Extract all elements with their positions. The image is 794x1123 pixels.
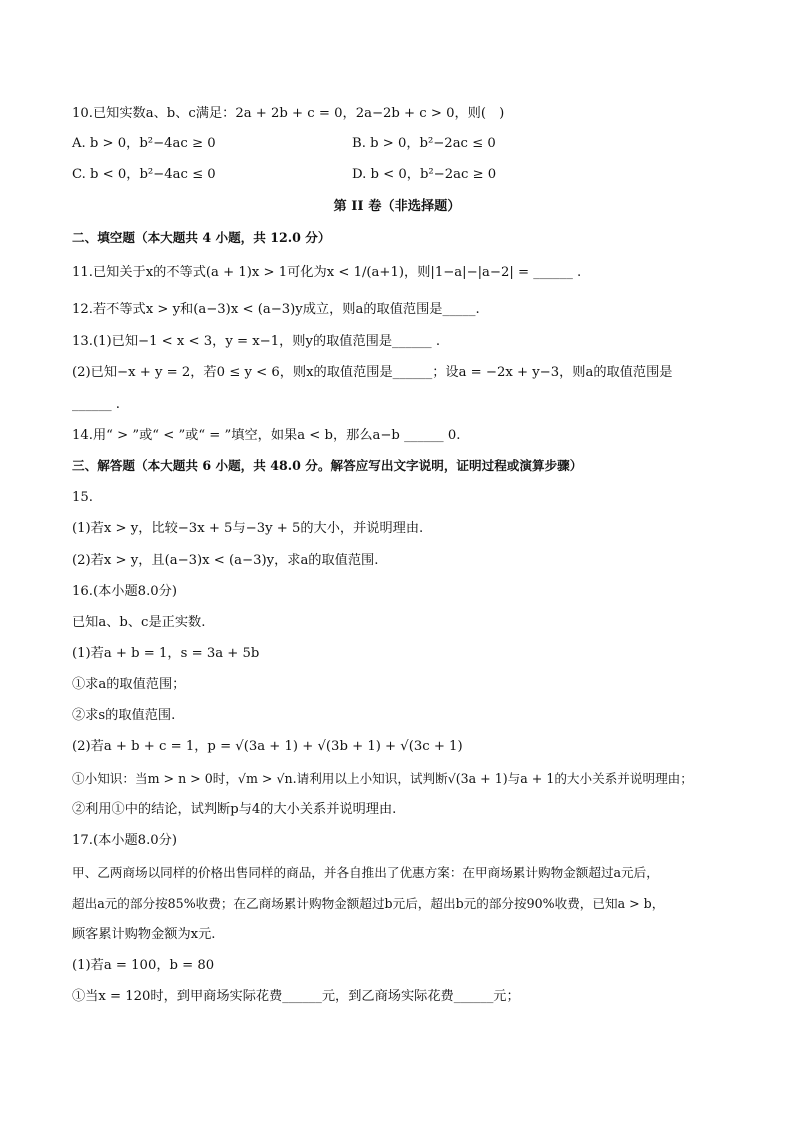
q13-part3: ______ . — [72, 397, 120, 412]
q16-part1a: ①求a的取值范围； — [72, 677, 186, 692]
q10-option-c: C. b < 0，b²−4ac ≤ 0 — [72, 167, 216, 182]
q15-part1: (1)若x > y，比较−3x + 5与−3y + 5的大小，并说明理由. — [72, 521, 424, 536]
q10-option-d: D. b < 0，b²−2ac ≥ 0 — [352, 167, 497, 182]
q17-para3: 顾客累计购物金额为x元. — [72, 927, 216, 942]
q13-part1: 13.(1)已知−1 < x < 3，y = x−1，则y的取值范围是______ . — [72, 334, 441, 349]
q16-part2b: ②利用①中的结论，试判断p与4的大小关系并说明理由. — [72, 802, 397, 817]
q16-intro: 已知a、b、c是正实数. — [72, 615, 206, 630]
q17-part1: (1)若a = 100，b = 80 — [72, 958, 215, 973]
q17: 17.(本小题8.0分) — [72, 833, 177, 848]
q11: 11.已知关于x的不等式(a + 1)x > 1可化为x < 1/(a+1)，则|1−a|−|a−2| = ______ . — [72, 265, 582, 280]
q17-part1a: ①当x = 120时，到甲商场实际花费______元，到乙商场实际花费______元； — [72, 989, 520, 1004]
q10-option-a: A. b > 0，b²−4ac ≥ 0 — [72, 136, 216, 151]
q16: 16.(本小题8.0分) — [72, 584, 177, 599]
q14: 14.用“ > ”或“ < ”或“ = ”填空，如果a < b，那么a−b ______ 0. — [72, 428, 461, 443]
q10-stem: 10.已知实数a、b、c满足：2a + 2b + c = 0，2a−2b + c > 0，则( ) — [72, 106, 505, 121]
q13-part2: (2)已知−x + y = 2，若0 ≤ y < 6，则x的取值范围是______；设a = −2x + y−3，则a的取值范围是 — [72, 365, 673, 380]
section-2-title: 第 II 卷（非选择题） — [333, 199, 461, 214]
q10-option-b: B. b > 0，b²−2ac ≤ 0 — [352, 136, 496, 151]
q15-part2: (2)若x > y，且(a−3)x < (a−3)y，求a的取值范围. — [72, 553, 379, 568]
q17-para2: 超出a元的部分按85%收费；在乙商场累计购物金额超过b元后，超出b元的部分按90%收费，已知a > b， — [72, 896, 665, 911]
section-2-header: 二、填空题（本大题共 4 小题，共 12.0 分） — [72, 230, 331, 245]
q16-part1: (1)若a + b = 1，s = 3a + 5b — [72, 646, 260, 661]
q16-part1b: ②求s的取值范围. — [72, 708, 176, 723]
q16-part2a: ①小知识：当m > n > 0时，√m > √n.请利用以上小知识，试判断√(3a + 1)与a + 1的大小关系并说明理由； — [72, 771, 693, 786]
q16-part2: (2)若a + b + c = 1，p = √(3a + 1) + √(3b + 1) + √(3c + 1) — [72, 739, 463, 754]
section-3-header: 三、解答题（本大题共 6 小题，共 48.0 分。解答应写出文字说明，证明过程或演算步骤） — [72, 458, 583, 473]
q12: 12.若不等式x > y和(a−3)x < (a−3)y成立，则a的取值范围是_____. — [72, 302, 480, 317]
q17-para1: 甲、乙两商场以同样的价格出售同样的商品，并各自推出了优惠方案：在甲商场累计购物金额超过a元后， — [72, 865, 659, 880]
q15: 15. — [72, 490, 93, 505]
